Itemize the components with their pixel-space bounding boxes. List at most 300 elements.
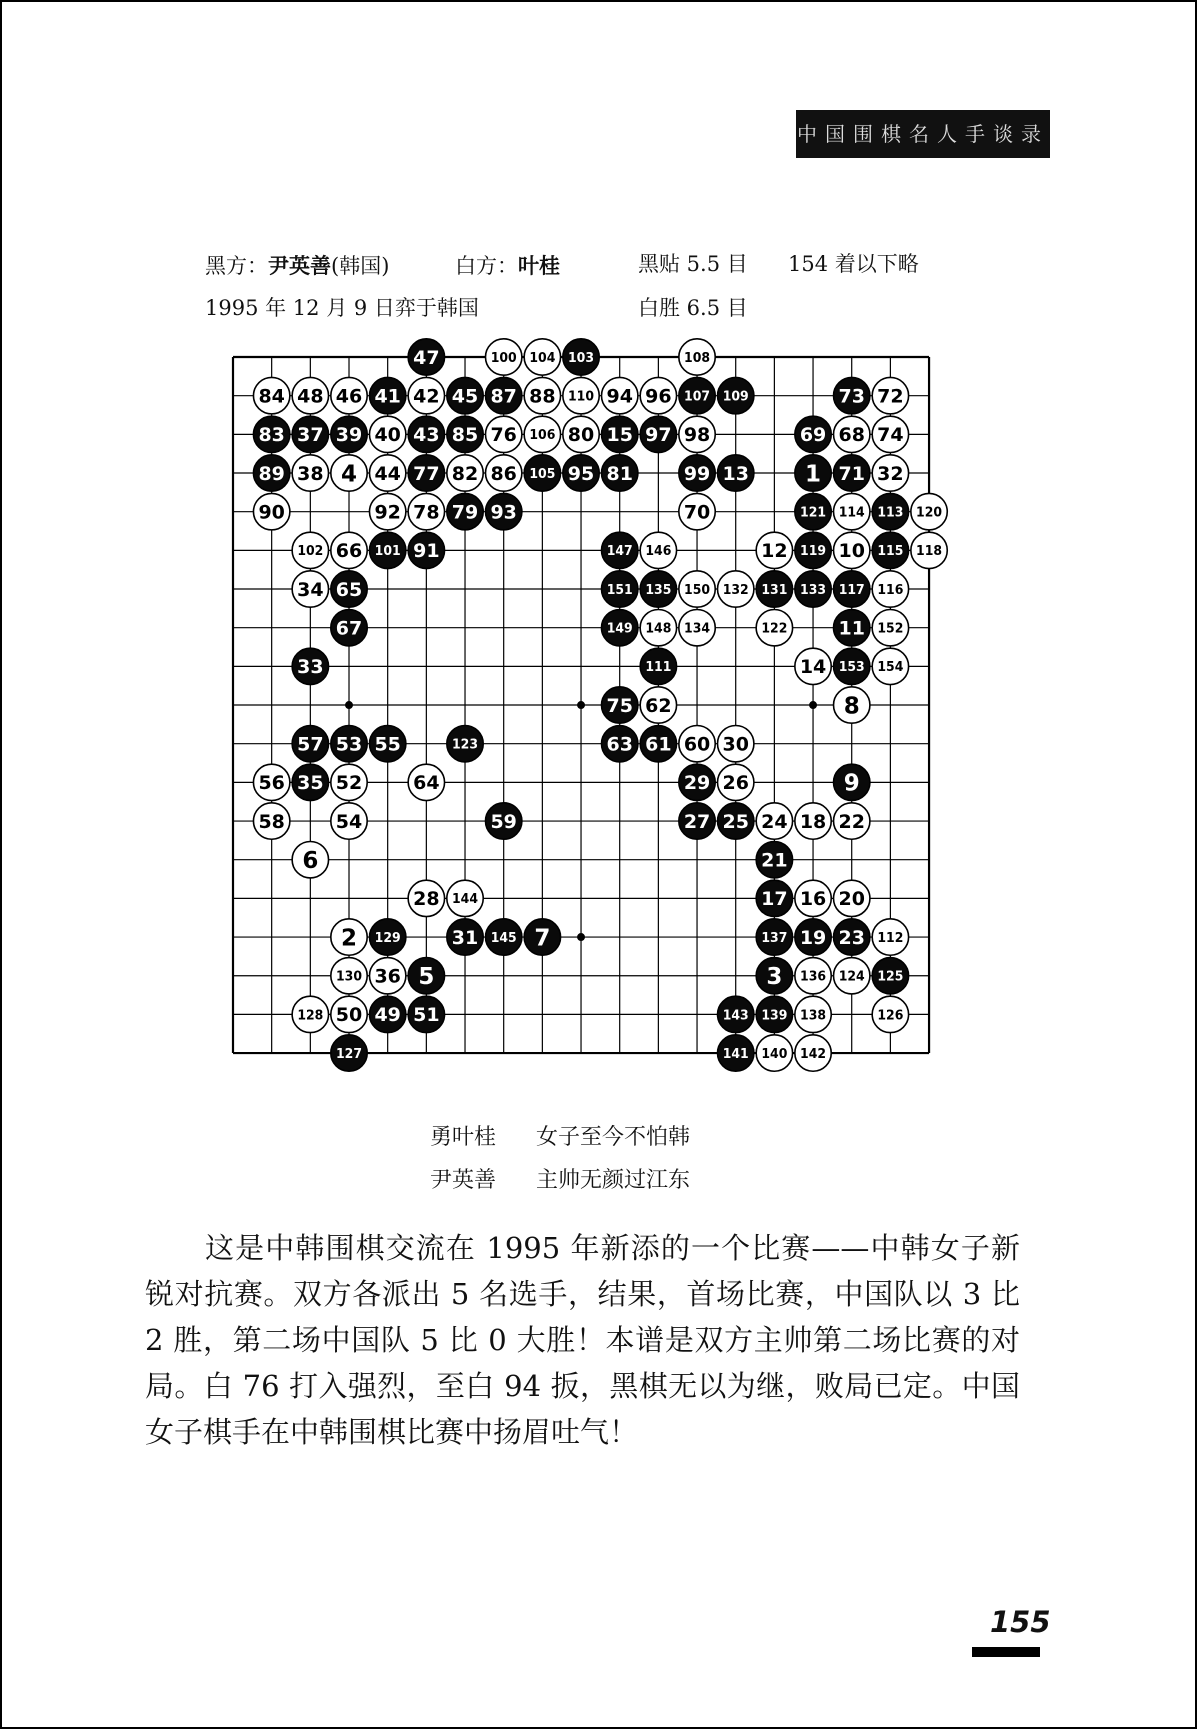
black-stone bbox=[795, 416, 831, 452]
stone-move-number: 38 bbox=[297, 462, 324, 485]
stone-move-number: 31 bbox=[451, 926, 479, 949]
white-stone bbox=[369, 958, 405, 994]
black-stone bbox=[292, 726, 328, 762]
white-stone bbox=[834, 416, 870, 452]
stone-move-number: 154 bbox=[877, 659, 904, 676]
stone-move-number: 125 bbox=[877, 968, 904, 985]
white-stone bbox=[292, 571, 328, 607]
stone-move-number: 151 bbox=[606, 581, 633, 598]
stone-move-number: 97 bbox=[645, 424, 672, 447]
stone-move-number: 74 bbox=[877, 424, 904, 447]
stone-move-number: 85 bbox=[451, 424, 479, 447]
white-stone bbox=[331, 996, 367, 1032]
stone-move-number: 84 bbox=[258, 385, 285, 408]
stone-move-number: 98 bbox=[683, 424, 711, 447]
stone-move-number: 71 bbox=[838, 462, 865, 485]
white-stone bbox=[369, 455, 405, 491]
stone-move-number: 9 bbox=[843, 770, 860, 797]
stone-move-number: 78 bbox=[413, 501, 440, 524]
date-place: 1995 年 12 月 9 日弈于韩国 bbox=[205, 296, 479, 320]
stone-move-number: 65 bbox=[335, 578, 363, 601]
white-stone bbox=[795, 996, 831, 1032]
white-stone bbox=[872, 648, 908, 684]
white-stone bbox=[872, 919, 908, 955]
stone-move-number: 41 bbox=[374, 385, 401, 408]
stone-move-number: 55 bbox=[374, 733, 401, 756]
black-stone bbox=[408, 532, 444, 568]
white-stone bbox=[834, 880, 870, 916]
black-stone bbox=[795, 455, 831, 491]
stone-move-number: 92 bbox=[374, 501, 401, 524]
black-stone bbox=[640, 571, 676, 607]
stone-move-number: 44 bbox=[374, 462, 401, 485]
stone-move-number: 148 bbox=[645, 620, 672, 637]
black-stone bbox=[447, 377, 483, 413]
stone-move-number: 120 bbox=[916, 504, 943, 521]
poem-line-2 bbox=[430, 1163, 690, 1194]
white-stone bbox=[872, 609, 908, 645]
black-stone bbox=[834, 377, 870, 413]
stone-move-number: 79 bbox=[451, 501, 479, 524]
poem-line-2-name: 尹英善 bbox=[430, 1168, 497, 1193]
stone-move-number: 5 bbox=[418, 964, 435, 990]
black-stone bbox=[756, 842, 792, 878]
stone-move-number: 2 bbox=[341, 925, 358, 952]
white-label: 白方： bbox=[455, 254, 518, 278]
stone-move-number: 46 bbox=[335, 385, 363, 408]
white-stone bbox=[718, 764, 754, 800]
white-stone bbox=[872, 377, 908, 413]
black-stone bbox=[369, 996, 405, 1032]
white-stone bbox=[834, 687, 870, 723]
black-label: 黑方： bbox=[205, 254, 268, 278]
black-stone bbox=[834, 648, 870, 684]
poem-line-2-text: 主帅无颜过江东 bbox=[536, 1168, 691, 1193]
black-stone bbox=[834, 571, 870, 607]
black-stone bbox=[718, 1035, 754, 1071]
stone-move-number: 147 bbox=[606, 543, 633, 560]
stone-move-number: 21 bbox=[761, 849, 788, 872]
black-stone bbox=[602, 726, 638, 762]
page-number: 155 bbox=[990, 1605, 1051, 1639]
commentary-text bbox=[145, 1225, 1020, 1455]
white-stone bbox=[408, 493, 444, 529]
stone-move-number: 77 bbox=[413, 462, 440, 485]
stone-move-number: 12 bbox=[761, 540, 788, 563]
stone-move-number: 127 bbox=[336, 1045, 363, 1062]
stone-move-number: 110 bbox=[568, 388, 595, 405]
poem-line-1 bbox=[430, 1120, 690, 1151]
white-stone bbox=[872, 996, 908, 1032]
black-stone bbox=[834, 764, 870, 800]
white-stone bbox=[331, 803, 367, 839]
stone-move-number: 33 bbox=[297, 656, 324, 679]
stone-move-number: 123 bbox=[452, 736, 479, 753]
stone-move-number: 6 bbox=[302, 847, 319, 874]
stone-move-number: 75 bbox=[606, 694, 633, 717]
white-stone bbox=[331, 377, 367, 413]
white-stone bbox=[834, 493, 870, 529]
stone-move-number: 107 bbox=[684, 388, 711, 405]
black-stone bbox=[602, 687, 638, 723]
white-stone bbox=[718, 726, 754, 762]
stone-move-number: 49 bbox=[374, 1004, 401, 1027]
black-stone bbox=[563, 455, 599, 491]
black-stone bbox=[718, 377, 754, 413]
stone-move-number: 18 bbox=[799, 810, 827, 833]
white-stone bbox=[331, 919, 367, 955]
stone-move-number: 104 bbox=[529, 349, 556, 366]
white-stone bbox=[679, 339, 715, 375]
black-stone bbox=[872, 493, 908, 529]
stone-move-number: 132 bbox=[722, 581, 749, 598]
stone-move-number: 50 bbox=[335, 1004, 363, 1027]
stone-move-number: 43 bbox=[413, 424, 440, 447]
stone-move-number: 150 bbox=[684, 581, 711, 598]
stone-move-number: 91 bbox=[413, 540, 440, 563]
black-stone bbox=[834, 455, 870, 491]
black-stone bbox=[408, 958, 444, 994]
stone-move-number: 113 bbox=[877, 504, 904, 521]
star-point bbox=[345, 701, 353, 709]
stone-move-number: 100 bbox=[490, 349, 517, 366]
white-stone bbox=[447, 455, 483, 491]
stone-move-number: 114 bbox=[838, 504, 865, 521]
black-stone bbox=[408, 339, 444, 375]
white-stone bbox=[292, 996, 328, 1032]
stone-move-number: 112 bbox=[877, 929, 904, 946]
black-stone bbox=[679, 764, 715, 800]
black-stone bbox=[795, 532, 831, 568]
stone-move-number: 56 bbox=[258, 772, 285, 795]
stone-move-number: 59 bbox=[490, 810, 517, 833]
black-stone bbox=[524, 919, 560, 955]
stone-move-number: 63 bbox=[606, 733, 633, 756]
black-stone bbox=[369, 532, 405, 568]
black-stone bbox=[447, 919, 483, 955]
stone-move-number: 90 bbox=[258, 501, 285, 524]
black-stone bbox=[485, 919, 521, 955]
black-stone bbox=[872, 958, 908, 994]
white-stone bbox=[640, 687, 676, 723]
stone-move-number: 20 bbox=[838, 888, 865, 911]
stone-move-number: 39 bbox=[335, 424, 363, 447]
stone-move-number: 144 bbox=[452, 891, 479, 908]
stone-move-number: 96 bbox=[645, 385, 672, 408]
stone-move-number: 87 bbox=[490, 385, 517, 408]
poem-line-1-name: 勇叶桂 bbox=[430, 1125, 497, 1150]
stone-move-number: 48 bbox=[297, 385, 324, 408]
black-stone bbox=[795, 493, 831, 529]
white-stone bbox=[331, 958, 367, 994]
moves-omitted: 154 着以下略 bbox=[788, 252, 919, 276]
black-stone bbox=[679, 377, 715, 413]
black-stone bbox=[834, 919, 870, 955]
black-stone bbox=[447, 493, 483, 529]
white-stone bbox=[292, 455, 328, 491]
black-stone bbox=[563, 339, 599, 375]
stone-move-number: 134 bbox=[684, 620, 711, 637]
black-stone bbox=[679, 455, 715, 491]
stone-move-number: 53 bbox=[335, 733, 363, 756]
stone-move-number: 35 bbox=[297, 772, 324, 795]
stone-move-number: 3 bbox=[766, 964, 783, 990]
stone-move-number: 141 bbox=[722, 1045, 749, 1062]
stone-move-number: 140 bbox=[761, 1045, 788, 1062]
stone-move-number: 116 bbox=[877, 581, 904, 598]
stone-move-number: 62 bbox=[645, 694, 672, 717]
black-stone bbox=[834, 609, 870, 645]
white-stone bbox=[679, 416, 715, 452]
white-stone bbox=[485, 339, 521, 375]
stone-move-number: 139 bbox=[761, 1007, 788, 1024]
commentary-paragraph: 这是中韩围棋交流在 1995 年新添的一个比赛——中韩女子新锐对抗赛。双方各派出 5 名选手，结果，首场比赛，中国队以 3 比 2 胜，第二场中国队 5 比 0 大胜！本谱是双方主帅第二场比赛的对局。白 76 打入强烈，至白 94 扳，黑棋无以为继，败局已定。中国女子棋手在中韩围棋比赛中扬眉吐气！ bbox=[145, 1231, 1020, 1449]
stone-move-number: 15 bbox=[606, 424, 633, 447]
stone-move-number: 58 bbox=[258, 810, 285, 833]
black-stone bbox=[524, 455, 560, 491]
black-player-name: 尹英善 bbox=[268, 254, 331, 278]
black-stone bbox=[679, 803, 715, 839]
black-stone bbox=[485, 493, 521, 529]
stone-move-number: 64 bbox=[413, 772, 440, 795]
white-stone bbox=[679, 493, 715, 529]
white-stone bbox=[331, 764, 367, 800]
stone-move-number: 128 bbox=[297, 1007, 324, 1024]
white-stone bbox=[563, 377, 599, 413]
white-stone bbox=[718, 571, 754, 607]
stone-move-number: 126 bbox=[877, 1007, 904, 1024]
white-stone bbox=[679, 726, 715, 762]
stone-move-number: 115 bbox=[877, 543, 904, 560]
black-stone bbox=[756, 996, 792, 1032]
black-stone bbox=[369, 726, 405, 762]
stone-move-number: 129 bbox=[374, 929, 401, 946]
stone-move-number: 109 bbox=[722, 388, 749, 405]
white-stone bbox=[640, 609, 676, 645]
black-stone bbox=[369, 919, 405, 955]
stone-move-number: 118 bbox=[916, 543, 943, 560]
black-stone bbox=[253, 455, 289, 491]
komi: 黑贴 5.5 目 bbox=[638, 252, 748, 276]
stone-move-number: 47 bbox=[413, 346, 440, 369]
stone-move-number: 88 bbox=[529, 385, 556, 408]
stone-move-number: 136 bbox=[800, 968, 827, 985]
black-stone bbox=[756, 880, 792, 916]
stone-move-number: 66 bbox=[335, 540, 363, 563]
star-point bbox=[577, 701, 585, 709]
white-stone bbox=[756, 532, 792, 568]
stone-move-number: 106 bbox=[529, 427, 556, 444]
black-stone bbox=[602, 571, 638, 607]
star-point bbox=[577, 933, 585, 941]
white-stone bbox=[253, 377, 289, 413]
white-stone bbox=[872, 571, 908, 607]
black-stone bbox=[331, 609, 367, 645]
stone-move-number: 153 bbox=[838, 659, 865, 676]
stone-move-number: 89 bbox=[258, 462, 285, 485]
stone-move-number: 19 bbox=[799, 926, 827, 949]
stone-move-number: 102 bbox=[297, 543, 324, 560]
stone-move-number: 40 bbox=[374, 424, 401, 447]
stone-move-number: 54 bbox=[335, 810, 363, 833]
black-stone bbox=[718, 455, 754, 491]
white-stone bbox=[795, 648, 831, 684]
white-stone bbox=[834, 803, 870, 839]
stone-move-number: 1 bbox=[805, 461, 822, 488]
stone-move-number: 14 bbox=[799, 656, 827, 679]
stone-move-number: 69 bbox=[799, 424, 827, 447]
stone-move-number: 137 bbox=[761, 929, 788, 946]
star-point bbox=[809, 701, 817, 709]
stone-move-number: 13 bbox=[722, 462, 749, 485]
stone-move-number: 61 bbox=[645, 733, 672, 756]
stone-move-number: 51 bbox=[413, 1004, 440, 1027]
black-stone bbox=[485, 803, 521, 839]
stone-move-number: 10 bbox=[838, 540, 865, 563]
black-stone bbox=[602, 609, 638, 645]
white-stone bbox=[834, 958, 870, 994]
stone-move-number: 94 bbox=[606, 385, 633, 408]
stone-move-number: 146 bbox=[645, 543, 672, 560]
stone-move-number: 83 bbox=[258, 424, 285, 447]
white-stone bbox=[408, 764, 444, 800]
black-stone bbox=[369, 377, 405, 413]
black-stone bbox=[408, 996, 444, 1032]
stone-move-number: 8 bbox=[843, 693, 860, 720]
white-stone bbox=[795, 958, 831, 994]
black-stone bbox=[640, 726, 676, 762]
white-stone bbox=[640, 377, 676, 413]
stone-move-number: 72 bbox=[877, 385, 904, 408]
stone-move-number: 22 bbox=[838, 810, 865, 833]
white-stone bbox=[795, 803, 831, 839]
stone-move-number: 11 bbox=[838, 617, 865, 640]
white-stone bbox=[756, 609, 792, 645]
white-stone bbox=[640, 532, 676, 568]
stone-move-number: 86 bbox=[490, 462, 517, 485]
black-stone bbox=[408, 455, 444, 491]
white-stone bbox=[253, 493, 289, 529]
stone-move-number: 99 bbox=[683, 462, 711, 485]
stone-move-number: 108 bbox=[684, 349, 711, 366]
stone-move-number: 52 bbox=[335, 772, 363, 795]
stone-move-number: 30 bbox=[722, 733, 749, 756]
stone-move-number: 25 bbox=[722, 810, 749, 833]
stone-move-number: 36 bbox=[374, 965, 401, 988]
stone-move-number: 73 bbox=[838, 385, 865, 408]
black-stone bbox=[331, 416, 367, 452]
poem-line-1-text: 女子至今不怕韩 bbox=[536, 1125, 691, 1150]
black-stone bbox=[447, 726, 483, 762]
stone-move-number: 27 bbox=[683, 810, 711, 833]
stone-move-number: 145 bbox=[490, 929, 517, 946]
stone-move-number: 105 bbox=[529, 465, 556, 482]
stone-move-number: 23 bbox=[838, 926, 865, 949]
white-stone bbox=[679, 571, 715, 607]
stone-move-number: 135 bbox=[645, 581, 672, 598]
black-stone bbox=[795, 571, 831, 607]
stone-move-number: 24 bbox=[761, 810, 788, 833]
white-stone bbox=[563, 416, 599, 452]
white-stone bbox=[872, 455, 908, 491]
stone-move-number: 80 bbox=[567, 424, 595, 447]
stone-move-number: 32 bbox=[877, 462, 904, 485]
white-stone bbox=[485, 455, 521, 491]
white-stone bbox=[408, 880, 444, 916]
stone-move-number: 7 bbox=[534, 925, 551, 952]
white-stone bbox=[331, 455, 367, 491]
black-stone bbox=[718, 996, 754, 1032]
page-number-bar bbox=[972, 1647, 1040, 1657]
white-stone bbox=[756, 803, 792, 839]
white-stone bbox=[911, 532, 947, 568]
black-stone bbox=[331, 571, 367, 607]
white-stone bbox=[253, 764, 289, 800]
white-stone bbox=[369, 493, 405, 529]
white-stone bbox=[524, 339, 560, 375]
black-stone bbox=[331, 726, 367, 762]
black-stone bbox=[331, 1035, 367, 1071]
stone-move-number: 81 bbox=[606, 462, 633, 485]
white-stone bbox=[447, 880, 483, 916]
stone-move-number: 34 bbox=[297, 578, 324, 601]
black-stone bbox=[408, 416, 444, 452]
stone-move-number: 45 bbox=[451, 385, 479, 408]
stone-move-number: 76 bbox=[490, 424, 517, 447]
stone-move-number: 70 bbox=[683, 501, 711, 524]
white-stone bbox=[331, 532, 367, 568]
white-stone bbox=[292, 532, 328, 568]
black-stone bbox=[640, 648, 676, 684]
white-stone bbox=[369, 416, 405, 452]
white-stone bbox=[292, 842, 328, 878]
stone-move-number: 28 bbox=[413, 888, 440, 911]
black-stone bbox=[253, 416, 289, 452]
white-stone bbox=[524, 377, 560, 413]
series-title-tab: 中国围棋名人手谈录 bbox=[796, 110, 1050, 158]
stone-move-number: 124 bbox=[838, 968, 865, 985]
white-stone bbox=[292, 377, 328, 413]
stone-move-number: 4 bbox=[341, 461, 358, 488]
game-result: 白胜 6.5 目 bbox=[638, 296, 748, 320]
white-stone bbox=[602, 377, 638, 413]
black-stone bbox=[718, 803, 754, 839]
black-stone bbox=[602, 532, 638, 568]
white-stone bbox=[834, 532, 870, 568]
stone-move-number: 119 bbox=[800, 543, 827, 560]
black-stone bbox=[872, 532, 908, 568]
black-stone bbox=[756, 958, 792, 994]
stone-move-number: 26 bbox=[722, 772, 749, 795]
black-stone bbox=[292, 416, 328, 452]
white-stone bbox=[911, 493, 947, 529]
stone-move-number: 117 bbox=[838, 581, 865, 598]
stone-move-number: 93 bbox=[490, 501, 517, 524]
black-stone bbox=[447, 416, 483, 452]
stone-move-number: 82 bbox=[451, 462, 479, 485]
black-stone bbox=[756, 919, 792, 955]
stone-move-number: 121 bbox=[800, 504, 827, 521]
black-stone bbox=[485, 377, 521, 413]
stone-move-number: 42 bbox=[413, 385, 440, 408]
white-stone bbox=[872, 416, 908, 452]
stone-move-number: 111 bbox=[645, 659, 672, 676]
stone-move-number: 143 bbox=[722, 1007, 749, 1024]
black-stone bbox=[640, 416, 676, 452]
white-stone bbox=[485, 416, 521, 452]
stone-move-number: 152 bbox=[877, 620, 904, 637]
stone-move-number: 101 bbox=[374, 543, 401, 560]
